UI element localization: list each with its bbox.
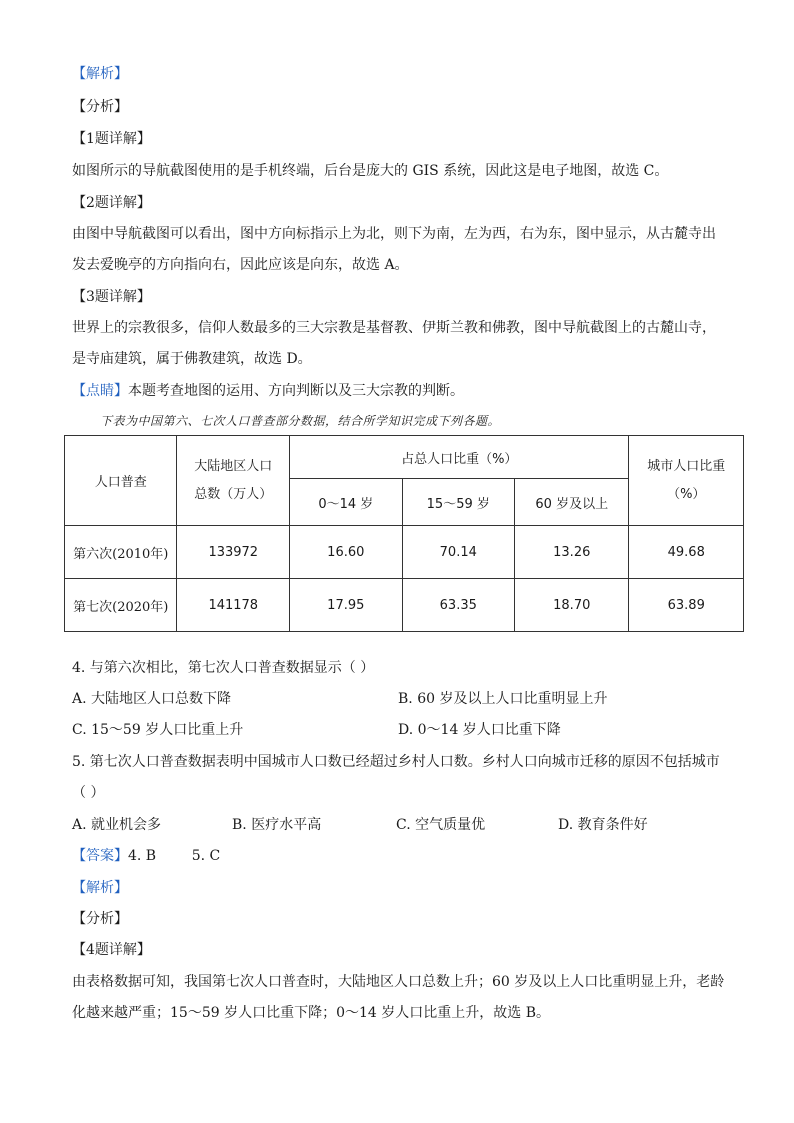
- q2-heading: 【2题详解】: [72, 195, 151, 211]
- q2-explanation-line1: 由图中导航截图可以看出，图中方向标指示上为北，则下为南，左为西，右为东，图中显示，从古麓寺出: [72, 226, 716, 242]
- table-row: [65, 579, 744, 632]
- q5-stem-line1: 5. 第七次人口普查数据表明中国城市人口数已经超过乡村人口数。乡村人口向城市迁移的原因不包括城市: [72, 754, 720, 770]
- cell-census: 第六次(2010年): [65, 526, 177, 579]
- q5-option-b: B. 医疗水平高: [232, 817, 322, 833]
- analysis-sub-label: 【分析】: [72, 99, 128, 115]
- key-point-label: 【点睛】: [72, 383, 128, 399]
- q2-explanation-line2: 发去爱晚亭的方向指向右，因此应该是向东，故选 A。: [72, 257, 409, 273]
- cell-age-60: 13.26: [515, 526, 629, 579]
- answer-text: 4. B 5. C: [128, 848, 221, 864]
- cell-age-60: 18.70: [515, 579, 629, 632]
- cell-age-15-59: 63.35: [402, 579, 514, 632]
- key-point-text: 本题考查地图的运用、方向判断以及三大宗教的判断。: [128, 383, 464, 399]
- table-intro: 下表为中国第六、七次人口普查部分数据，结合所学知识完成下列各题。: [100, 414, 501, 428]
- answer-line: [72, 846, 220, 866]
- q4-option-a: A. 大陆地区人口总数下降: [72, 691, 232, 707]
- header-share: 占总人口比重（%）: [290, 436, 629, 479]
- table-row: [65, 526, 744, 579]
- analysis-label-2: 【解析】: [72, 880, 128, 896]
- header-census: 人口普查: [65, 436, 177, 526]
- cell-age-0-14: 17.95: [290, 579, 402, 632]
- q5-option-d: D. 教育条件好: [558, 817, 648, 833]
- q5-stem-line2: （ ）: [72, 785, 105, 801]
- header-age-0-14: 0～14 岁: [290, 479, 402, 526]
- q3-heading: 【3题详解】: [72, 289, 151, 305]
- cell-urban: 63.89: [629, 579, 744, 632]
- q4-stem: 4. 与第六次相比，第七次人口普查数据显示（ ）: [72, 660, 375, 676]
- q4-explanation-line1: 由表格数据可知，我国第七次人口普查时，大陆地区人口总数上升；60 岁及以上人口比重明显上升，老龄: [72, 974, 725, 990]
- header-age-15-59: 15～59 岁: [402, 479, 514, 526]
- q4-option-b: B. 60 岁及以上人口比重明显上升: [398, 691, 608, 707]
- cell-total: 133972: [177, 526, 290, 579]
- analysis-label: 【解析】: [72, 66, 128, 82]
- q1-explanation: 如图所示的导航截图使用的是手机终端，后台是庞大的 GIS 系统，因此这是电子地图，故选 C。: [72, 163, 669, 179]
- q4-option-d: D. 0～14 岁人口比重下降: [398, 722, 561, 738]
- header-urban: 城市人口比重 （%）: [629, 436, 744, 526]
- q5-option-c: C. 空气质量优: [396, 817, 486, 833]
- q4-option-c: C. 15～59 岁人口比重上升: [72, 722, 244, 738]
- q3-explanation-line1: 世界上的宗教很多，信仰人数最多的三大宗教是基督教、伊斯兰教和佛教，图中导航截图上的古麓山寺，: [72, 320, 716, 336]
- key-point: [72, 381, 464, 401]
- q1-heading: 【1题详解】: [72, 131, 151, 147]
- q4-heading: 【4题详解】: [72, 942, 151, 958]
- header-total: 大陆地区人口 总数（万人）: [177, 436, 290, 526]
- answer-label: 【答案】: [72, 848, 128, 864]
- cell-census: 第七次(2020年): [65, 579, 177, 632]
- cell-total: 141178: [177, 579, 290, 632]
- cell-urban: 49.68: [629, 526, 744, 579]
- census-table: [64, 435, 744, 632]
- q5-option-a: A. 就业机会多: [72, 817, 162, 833]
- cell-age-15-59: 70.14: [402, 526, 514, 579]
- q4-explanation-line2: 化越来越严重；15～59 岁人口比重下降；0～14 岁人口比重上升，故选 B。: [72, 1005, 550, 1021]
- header-age-60: 60 岁及以上: [515, 479, 629, 526]
- cell-age-0-14: 16.60: [290, 526, 402, 579]
- q3-explanation-line2: 是寺庙建筑，属于佛教建筑，故选 D。: [72, 351, 312, 367]
- analysis-sub-label-2: 【分析】: [72, 911, 128, 927]
